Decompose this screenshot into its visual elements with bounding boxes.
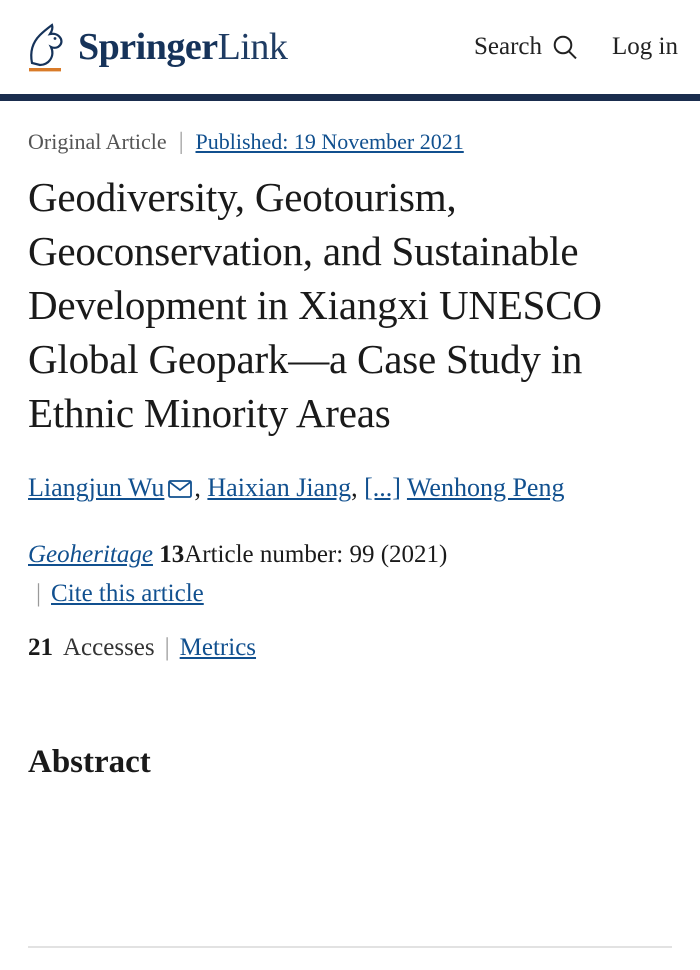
login-link[interactable]: Log in [612, 33, 678, 60]
article-meta [28, 129, 672, 156]
search-button[interactable] [474, 33, 578, 61]
brand-light: Link [217, 26, 288, 68]
envelope-icon[interactable] [168, 469, 192, 511]
article-content [0, 101, 700, 781]
search-icon [552, 34, 578, 60]
author-link-4[interactable]: Wenhong Peng [406, 472, 565, 502]
site-header [0, 0, 700, 94]
header-actions [474, 33, 678, 61]
published-date-link[interactable]: Published: 19 November 2021 [195, 129, 464, 154]
journal-article-number: Article number: 99 (2021) [184, 540, 448, 568]
meta-separator: | [178, 129, 184, 155]
author-list [28, 467, 672, 511]
brand-bold: Springer [78, 26, 218, 68]
article-type: Original Article [28, 129, 167, 154]
authors-expand-button[interactable]: [...] [364, 472, 401, 502]
springerlink-logo[interactable] [22, 19, 287, 75]
search-label: Search [474, 33, 543, 60]
metrics-row [28, 634, 672, 662]
page-title: Geodiversity, Geotourism, Geoconservation, and Sustainable Development in Xiangxi UNESCO Global Geopark—a Case Study in Ethnic Minority Areas [28, 174, 602, 437]
section-divider [28, 946, 672, 948]
author-separator-2: , [351, 472, 365, 502]
cite-this-article-link[interactable]: Cite this article [51, 579, 204, 607]
brand-wordmark [78, 28, 287, 66]
springer-horse-icon [22, 19, 68, 75]
metrics-separator: | [164, 633, 170, 661]
metrics-link[interactable]: Metrics [179, 633, 257, 661]
header-divider [0, 94, 700, 101]
accesses-label: Accesses [63, 633, 155, 661]
author-link-2[interactable]: Haixian Jiang [207, 472, 352, 502]
author-link-1[interactable]: Liangjun Wu [28, 472, 165, 502]
author-separator-1: , [194, 472, 208, 502]
abstract-heading: Abstract [28, 743, 151, 780]
cite-row [28, 580, 672, 608]
journal-volume: 13 [159, 540, 185, 568]
cite-separator: | [36, 579, 42, 607]
accesses-count: 21 [28, 633, 53, 661]
journal-name-link[interactable]: Geoheritage [28, 540, 153, 568]
journal-citation [28, 537, 672, 572]
